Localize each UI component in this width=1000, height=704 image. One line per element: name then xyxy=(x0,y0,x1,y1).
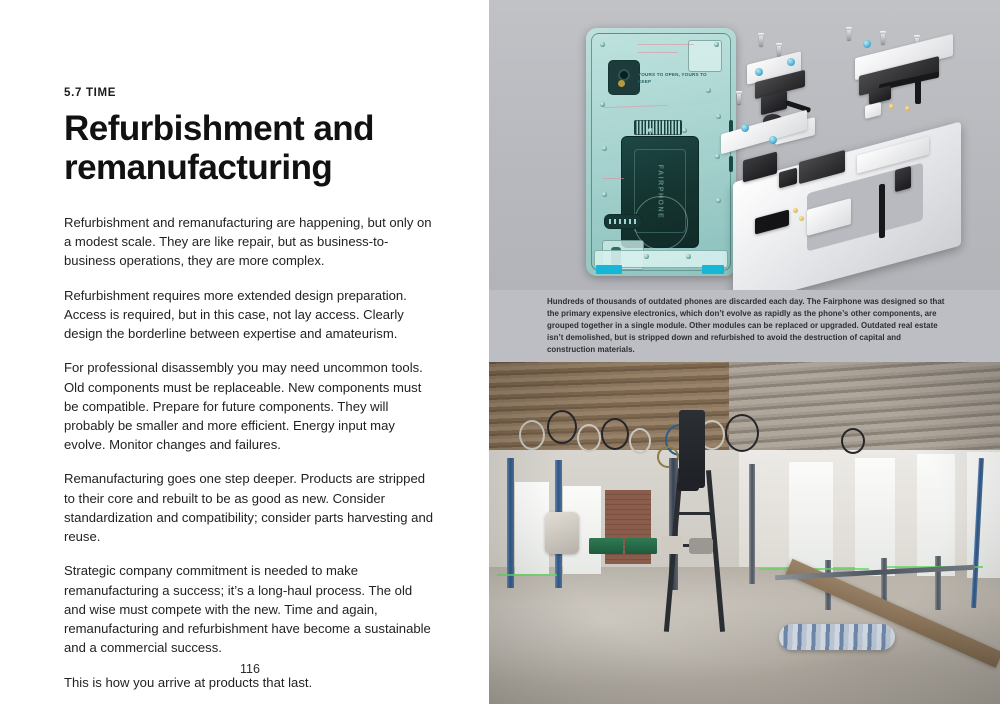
antenna-trace xyxy=(602,178,624,179)
screw-hole xyxy=(706,88,711,93)
screw-hole xyxy=(602,146,607,151)
page-title-line-1: Refurbishment and xyxy=(64,108,374,148)
module-small-white xyxy=(865,102,881,119)
body-paragraph: Remanufacturing goes one step deeper. Products are stripped to their core and rebuilt to be as good as new. Consider standardization and compatibility; consider parts harvesting and reuse. xyxy=(64,471,434,545)
barcode-label xyxy=(634,120,682,135)
stripped-building-photo xyxy=(489,362,1000,704)
screw-hole xyxy=(714,42,719,47)
screw xyxy=(847,28,851,40)
screw xyxy=(759,34,763,46)
screw-hole xyxy=(602,192,607,197)
body-paragraph: For professional disassembly you may need uncommon tools. Old components must be replaceable. New components must be compatible. Prepare for future components. They will probably be smaller and more efficient. Energy input may evolve. Monitor changes and failures. xyxy=(64,360,423,453)
page-title xyxy=(64,109,436,187)
flex-cable xyxy=(879,184,885,239)
fastener-marker xyxy=(741,124,749,132)
screw-hole xyxy=(648,128,653,133)
body-paragraph: Strategic company commitment is needed to make remanufacturing a success; it’s a long-haul process. The old and wise must compete with the new. Time and again, remanufacturing and refurbishment have become a sustainable and a commercial success. xyxy=(64,563,431,656)
screw-hole xyxy=(716,198,721,203)
battery-connector xyxy=(604,214,642,229)
cyan-accent-left xyxy=(596,265,622,274)
right-page xyxy=(489,0,1000,704)
screw xyxy=(881,32,885,44)
body-paragraph: Refurbishment and remanufacturing are happening, but only on a modest scale. They are like repair, but as business-to-business operations, they are more complex. xyxy=(64,214,432,269)
figure-caption: Hundreds of thousands of outdated phones are discarded each day. The Fairphone was designed so that the primary expensive electronics, which don’t evolve as rapidly as the phone’s other components, are grouped together in a single module. Other modules can be replaced or upgraded. Outdated real estate isn’t demolished, but is stripped down and refurbished to avoid the destruction of capital and construction materials. xyxy=(547,297,945,355)
contact-pad xyxy=(889,104,894,109)
screw xyxy=(737,92,741,104)
contact-pad xyxy=(905,106,910,111)
screw-hole xyxy=(686,254,691,259)
exploded-components-group xyxy=(729,18,1000,286)
screw-hole xyxy=(600,102,605,107)
fairphone-exploded-figure xyxy=(489,0,1000,290)
battery-brand-label: FAIRPHONE xyxy=(656,164,664,220)
page-title-line-2: remanufacturing xyxy=(64,147,333,187)
fairphone-back-cover xyxy=(586,28,736,276)
screw xyxy=(777,44,781,56)
page-number: 116 xyxy=(240,662,260,676)
fastener-marker xyxy=(863,40,871,48)
antenna-trace xyxy=(638,44,694,45)
screw-hole xyxy=(600,42,605,47)
screw-hole xyxy=(682,128,687,133)
screw-hole xyxy=(716,114,721,119)
section-label: 5.7 TIME xyxy=(64,87,117,99)
cyan-accent-right xyxy=(702,265,724,274)
side-component xyxy=(895,166,911,192)
camera-module-icon xyxy=(608,60,640,95)
cover-slogan: YOURS TO OPEN, YOURS TO KEEP xyxy=(638,72,707,84)
contact-pad xyxy=(799,216,804,221)
body-paragraph: This is how you arrive at products that last. xyxy=(64,674,313,690)
screw-hole xyxy=(644,254,649,259)
photo-vignette xyxy=(489,362,1000,704)
fastener-marker xyxy=(787,58,795,66)
antenna-trace xyxy=(638,52,678,53)
fastener-marker xyxy=(755,68,763,76)
contact-pad xyxy=(793,208,798,213)
flex-cable xyxy=(915,78,921,104)
screw-hole xyxy=(715,154,720,159)
text-column xyxy=(64,88,436,692)
body-paragraph: Refurbishment requires more extended design preparation. Access is required, but in this case, not lay access. Clearly design the borderline between expertise and amateurism. xyxy=(64,287,407,342)
fastener-marker xyxy=(769,136,777,144)
left-page xyxy=(0,0,489,704)
camera-flash-icon xyxy=(618,80,625,87)
